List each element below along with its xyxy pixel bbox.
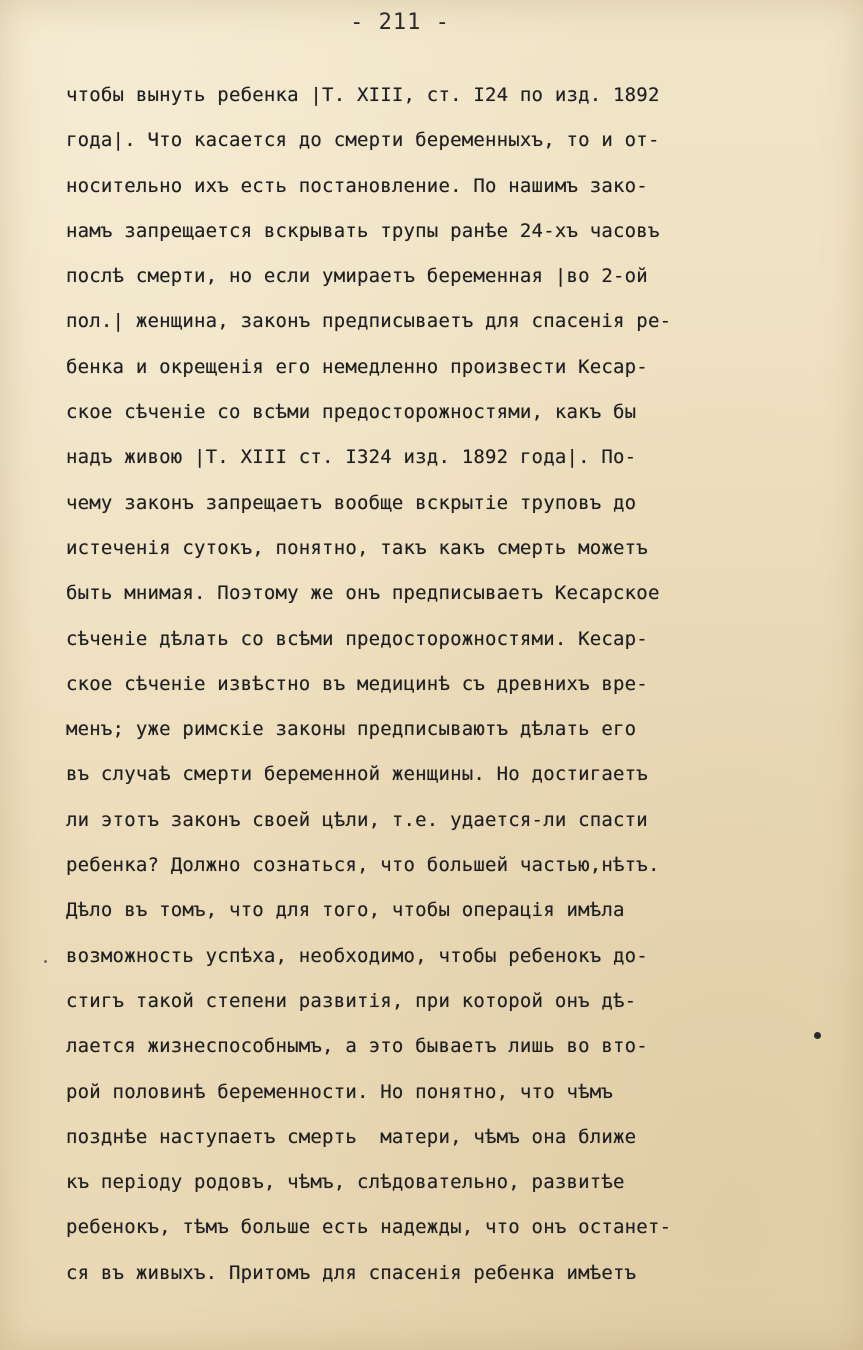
text-line: ребенокъ, тѣмъ больше есть надежды, что онъ останет-	[66, 1216, 672, 1239]
text-line: въ случаѣ смерти беременной женщины. Но достигаетъ	[66, 763, 648, 786]
ink-speck	[814, 1032, 821, 1039]
text-line: ребенка? Должно сознаться, что большей частью,нѣтъ.	[66, 854, 660, 877]
text-line: Дѣло въ томъ, что для того, чтобы операцiя имѣла	[66, 899, 625, 922]
text-line: ское сѣченiе извѣстно въ медицинѣ съ древнихъ вре-	[66, 672, 648, 695]
text-line: носительно ихъ есть постановление. По нашимъ зако-	[66, 174, 648, 197]
ink-speck	[44, 960, 47, 963]
text-line: надъ живою |Т. XIII ст. I324 изд. 1892 года|. По-	[66, 446, 637, 469]
text-line: ли этотъ законъ своей цѣли, т.е. удается-ли спасти	[66, 808, 648, 831]
text-line: лается жизнеспособнымъ, а это бываетъ лишь во вто-	[66, 1035, 648, 1058]
text-line: чему законъ запрещаетъ вообще вскрытiе труповъ до	[66, 491, 637, 514]
text-line: сѣченiе дѣлать со всѣми предосторожностями. Кесар-	[66, 627, 648, 650]
text-line: быть мнимая. Поэтому же онъ предписываетъ Кесарское	[66, 582, 660, 605]
page-number: - 211 -	[350, 10, 450, 35]
text-line: истеченiя сутокъ, понятно, такъ какъ смерть можетъ	[66, 536, 648, 559]
text-line: менъ; уже римскiе законы предписываютъ дѣлать его	[66, 718, 637, 741]
text-line: пол.| женщина, законъ предписываетъ для спасенiя ре-	[66, 310, 672, 333]
body-text	[66, 73, 786, 1296]
text-line: ское сѣченiе со всѣми предосторожностями, какъ бы	[66, 401, 637, 424]
text-line: къ перiоду родовъ, чѣмъ, слѣдовательно, развитѣе	[66, 1171, 625, 1194]
text-line: возможность успѣха, необходимо, чтобы ребенокъ до-	[66, 944, 648, 967]
text-line: послѣ смерти, но если умираетъ беременная |во 2-ой	[66, 265, 648, 288]
text-line: позднѣе наступаетъ смерть матери, чѣмъ она ближе	[66, 1125, 637, 1148]
text-line: стигъ такой степени развитiя, при которой онъ дѣ-	[66, 989, 637, 1012]
text-line: чтобы вынуть ребенка |Т. XIII, ст. I24 по изд. 1892	[66, 84, 660, 106]
text-line: рой половинѣ беременности. Но понятно, что чѣмъ	[66, 1080, 614, 1103]
text-line: бенка и окрещенiя его немедленно произвести Кесар-	[66, 355, 648, 378]
text-line: намъ запрещается вскрывать трупы ранѣе 24-хъ часовъ	[66, 219, 660, 242]
text-line: ся въ живыхъ. Притомъ для спасенiя ребенка имѣетъ	[66, 1261, 637, 1284]
text-line: года|. Что касается до смерти беременныхъ, то и от-	[66, 129, 660, 152]
